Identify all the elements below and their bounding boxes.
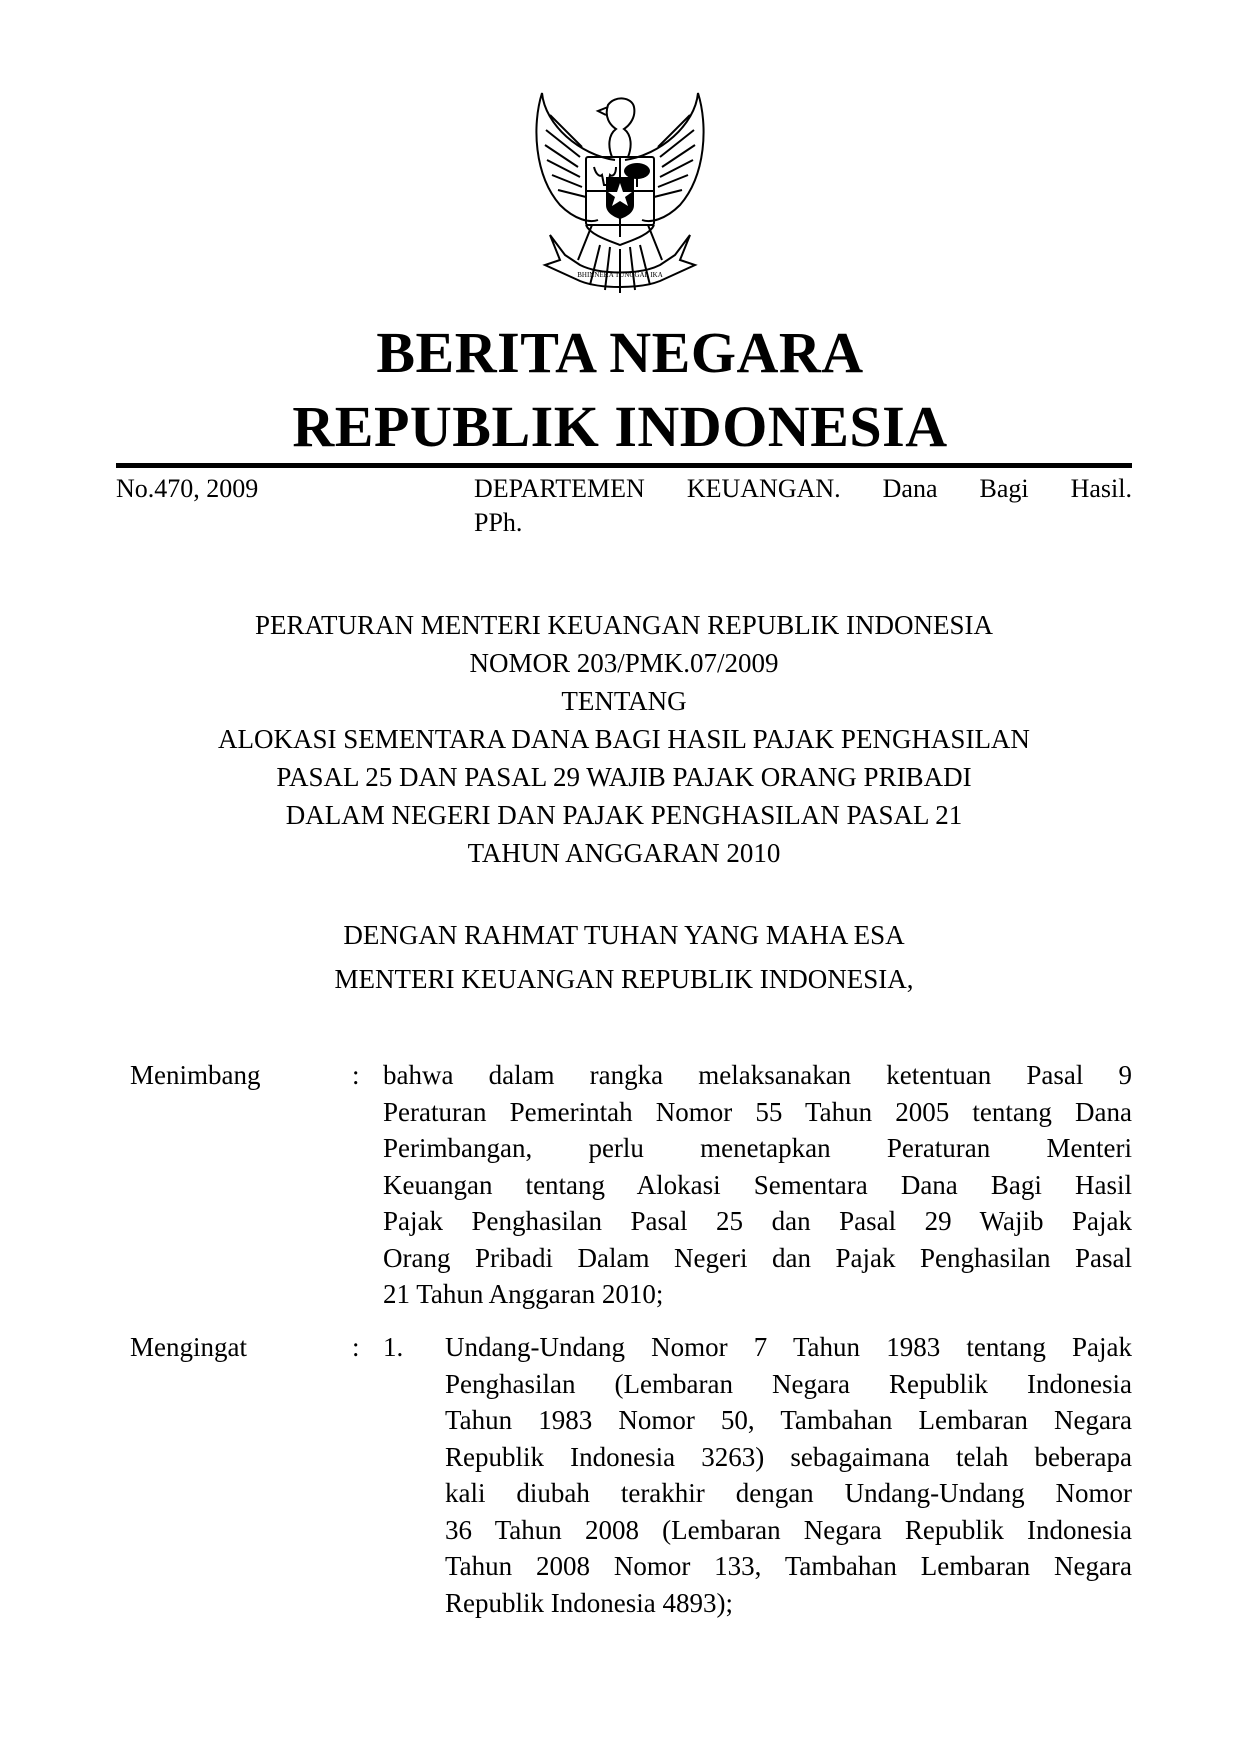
menimbang-line: bahwa dalam rangka melaksanakan ketentuan Pasal 9 (383, 1060, 1132, 1090)
masthead-divider (116, 463, 1132, 468)
mengingat-colon: : (352, 1332, 360, 1362)
emblem-motto: BHINNEKA TUNGGAL IKA (577, 271, 663, 279)
issue-subject (474, 472, 1132, 540)
garuda-pancasila-emblem-icon (520, 85, 720, 300)
mengingat-item-text (445, 1329, 1132, 1621)
title-line: PERATURAN MENTERI KEUANGAN REPUBLIK INDONESIA (255, 610, 993, 640)
title-line: ALOKASI SEMENTARA DANA BAGI HASIL PAJAK PENGHASILAN (218, 724, 1030, 754)
issue-number: No.470, 2009 (116, 474, 259, 503)
mengingat-line: Tahun 1983 Nomor 50, Tambahan Lembaran Negara (445, 1405, 1132, 1435)
masthead-title: BERITA NEGARA (376, 320, 864, 385)
mengingat-line: Undang-Undang Nomor 7 Tahun 1983 tentang Pajak (445, 1332, 1132, 1362)
menimbang-line: 21 Tahun Anggaran 2010; (383, 1279, 664, 1309)
menimbang-label: Menimbang (130, 1060, 261, 1090)
mengingat-line: Penghasilan (Lembaran Negara Republik Indonesia (445, 1368, 1132, 1399)
mengingat-label: Mengingat (130, 1332, 247, 1362)
title-line: TAHUN ANGGARAN 2010 (467, 838, 781, 868)
menimbang-section (130, 1057, 1132, 1317)
title-line: NOMOR 203/PMK.07/2009 (469, 648, 779, 678)
menimbang-line: Keuangan tentang Alokasi Sementara Dana Bagi Hasil (383, 1169, 1132, 1200)
mengingat-line: Republik Indonesia 4893); (445, 1587, 733, 1618)
title-line: PASAL 25 DAN PASAL 29 WAJIB PAJAK ORANG PRIBADI (276, 762, 972, 792)
menimbang-line: Perimbangan, perlu menetapkan Peraturan Menteri (383, 1133, 1132, 1163)
regulation-title (116, 606, 1132, 872)
preamble-line: MENTERI KEUANGAN REPUBLIK INDONESIA, (334, 964, 914, 994)
mengingat-line: 36 Tahun 2008 (Lembaran Negara Republik Indonesia (445, 1514, 1132, 1545)
menimbang-text (383, 1057, 1132, 1313)
title-line: DALAM NEGERI DAN PAJAK PENGHASILAN PASAL 21 (285, 800, 963, 830)
mengingat-item-number: 1. (383, 1332, 404, 1362)
issue-subject-line: DEPARTEMEN KEUANGAN. Dana Bagi Hasil. (474, 474, 1132, 503)
title-line: TENTANG (561, 686, 687, 716)
mengingat-line: Tahun 2008 Nomor 133, Tambahan Lembaran Negara (445, 1551, 1132, 1581)
issue-subject-line: PPh. (474, 508, 523, 537)
preamble-line: DENGAN RAHMAT TUHAN YANG MAHA ESA (343, 920, 905, 950)
mengingat-line: kali diubah terakhir dengan Undang-Undang Nomor (445, 1478, 1132, 1508)
mengingat-line: Republik Indonesia 3263) sebagaimana telah beberapa (445, 1441, 1132, 1472)
mengingat-section (130, 1329, 1132, 1629)
menimbang-line: Peraturan Pemerintah Nomor 55 Tahun 2005 tentang Dana (383, 1096, 1132, 1127)
menimbang-line: Orang Pribadi Dalam Negeri dan Pajak Penghasilan Pasal (383, 1242, 1132, 1273)
preamble (116, 913, 1132, 1001)
menimbang-colon: : (352, 1060, 360, 1090)
menimbang-line: Pajak Penghasilan Pasal 25 dan Pasal 29 Wajib Pajak (383, 1206, 1132, 1236)
masthead-subtitle: REPUBLIK INDONESIA (292, 394, 948, 459)
